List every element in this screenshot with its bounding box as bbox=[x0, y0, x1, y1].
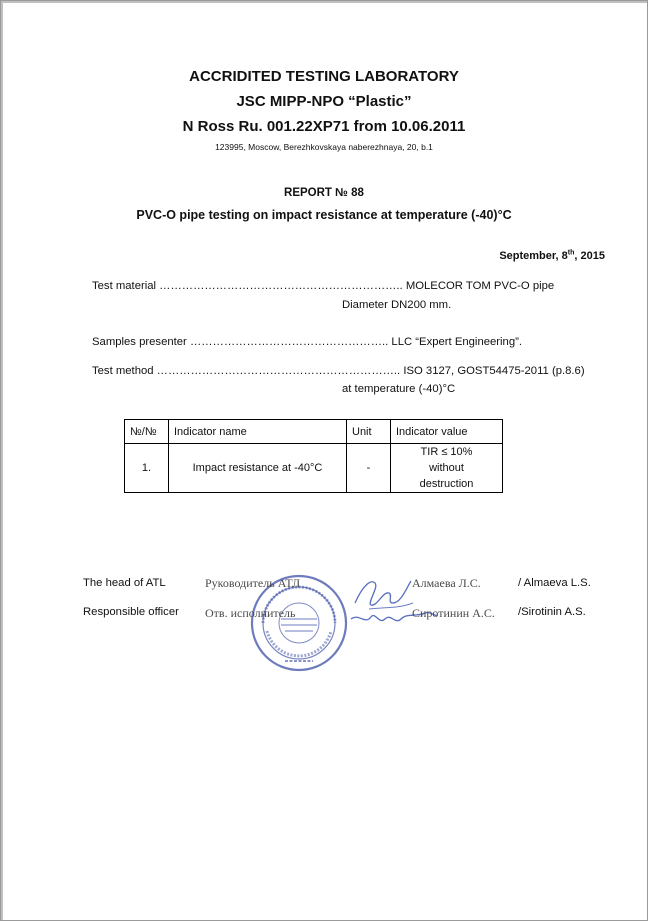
table-header-row bbox=[125, 420, 503, 444]
header-indicator-name: Indicator name bbox=[169, 420, 347, 444]
lab-title: ACCRIDITED TESTING LABORATORY bbox=[189, 68, 459, 85]
test-method-temperature: at temperature (-40)°C bbox=[342, 383, 456, 395]
header-indicator-value: Indicator value bbox=[391, 420, 503, 444]
header-unit: Unit bbox=[347, 420, 391, 444]
officer-name: /Sirotinin A.S. bbox=[518, 606, 586, 618]
header-number: №/№ bbox=[125, 420, 169, 444]
cell-indicator-value bbox=[391, 444, 503, 493]
value-line-2: without bbox=[429, 462, 464, 474]
address: 123995, Moscow, Berezhkovskaya naberezhnaya, 20, b.1 bbox=[215, 142, 433, 152]
cell-number: 1. bbox=[125, 444, 169, 493]
value-line-3: destruction bbox=[419, 478, 474, 490]
head-of-atl-label-ru: Руководитель АТЛ bbox=[205, 576, 301, 590]
value-line-1: TIR ≤ 10% bbox=[420, 446, 473, 458]
report-number: REPORT № 88 bbox=[284, 187, 364, 199]
officer-name-ru: Сиротинин А.С. bbox=[412, 606, 495, 620]
table-row bbox=[125, 444, 503, 493]
test-method: Test method ……………………………………………………….. ISO 3127, GOST54475-2011 (p.8.6) bbox=[92, 365, 585, 377]
company-name: JSC MIPP-NPO “Plastic” bbox=[236, 93, 412, 110]
responsible-officer-label-ru: Отв. исполнитель bbox=[205, 606, 296, 620]
indicator-table bbox=[124, 419, 503, 493]
cell-indicator-name: Impact resistance at -40°C bbox=[169, 444, 347, 493]
accreditation-number: N Ross Ru. 001.22XP71 from 10.06.2011 bbox=[182, 118, 466, 135]
test-material-diameter: Diameter DN200 mm. bbox=[342, 299, 452, 311]
report-date: September, 8th, 2015 bbox=[499, 249, 605, 262]
head-name-ru: Алмаева Л.С. bbox=[412, 576, 481, 590]
test-material: Test material ……………………………………………………….. MOLECOR TOM PVC-O pipe bbox=[92, 280, 555, 292]
samples-presenter: Samples presenter …………………………………………….. LLC “Expert Engineering”. bbox=[92, 336, 523, 348]
responsible-officer-label: Responsible officer bbox=[83, 606, 179, 618]
report-subject: PVC-O pipe testing on impact resistance at temperature (-40)°C bbox=[136, 208, 512, 222]
head-of-atl-label: The head of ATL bbox=[83, 577, 166, 589]
cell-unit: - bbox=[347, 444, 391, 493]
head-name: / Almaeva L.S. bbox=[518, 577, 591, 589]
